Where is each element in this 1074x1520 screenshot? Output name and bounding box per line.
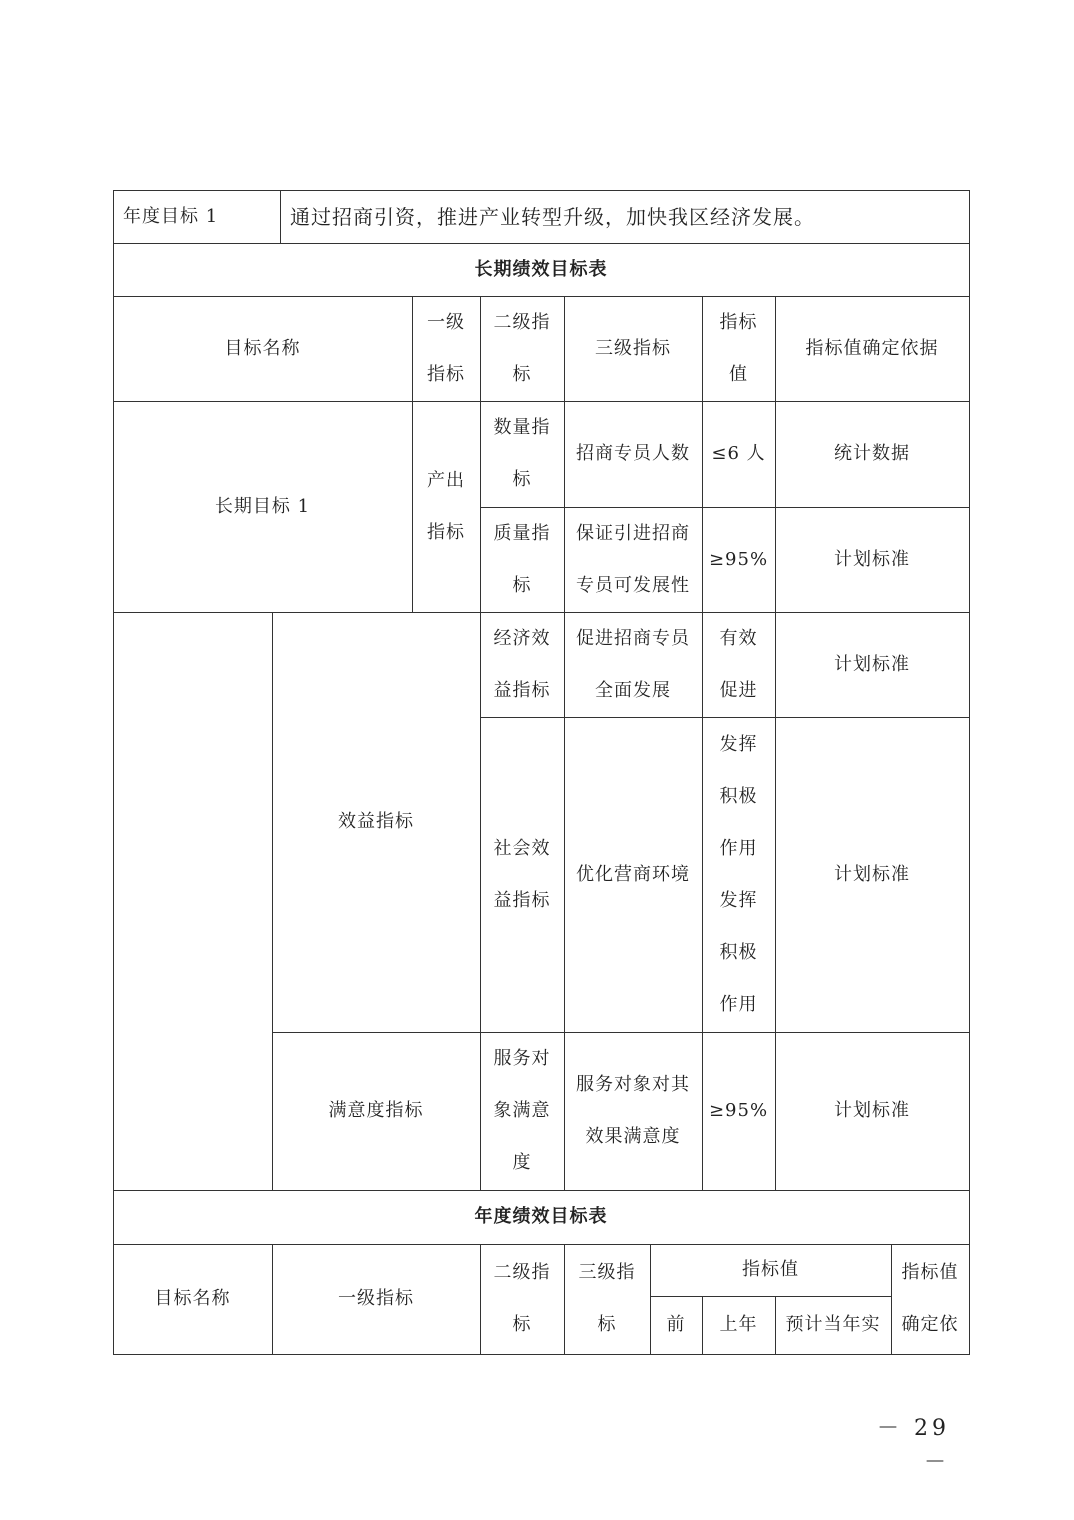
- table-row-value: 发挥 积极 作用 发挥 积极 作用: [719, 733, 758, 1015]
- col-divider: [480, 296, 481, 1190]
- table-row-basis: 计划标准: [834, 548, 910, 570]
- row-divider: [113, 1244, 970, 1245]
- row-divider: [113, 243, 970, 244]
- table-row-level3: 保证引进招商 专员可发展性: [576, 522, 690, 596]
- benefit-level1: 效益指标: [338, 811, 414, 832]
- col-divider: [564, 296, 565, 1190]
- annual-header-value: 指标值: [742, 1259, 799, 1280]
- col-divider: [650, 1244, 651, 1354]
- row-divider: [480, 507, 970, 508]
- annual-header-level2: 二级指 标: [493, 1262, 551, 1335]
- annual-header-last-year: 上年: [719, 1314, 758, 1335]
- table-border: [113, 190, 114, 1355]
- table-border: [113, 190, 970, 191]
- header-level2: 二级指 标: [493, 311, 551, 385]
- table-row-level2: 数量指 标: [493, 417, 551, 490]
- table-row-value: ≥95%: [708, 1100, 769, 1121]
- table-row-level3: 服务对象对其 效果满意度: [576, 1074, 690, 1147]
- col-divider: [480, 1244, 481, 1354]
- annual-table-title: 年度绩效目标表: [474, 1206, 608, 1227]
- col-divider: [280, 190, 281, 243]
- row-divider: [113, 296, 970, 297]
- page-number: － 29 －: [877, 1416, 950, 1475]
- row-divider: [650, 1296, 891, 1297]
- table-row-level2: 服务对 象满意 度: [493, 1048, 551, 1173]
- table-border: [113, 1354, 970, 1355]
- table-row-value: 有效 促进: [719, 627, 758, 701]
- annual-header-prev: 前: [666, 1314, 686, 1335]
- header-level1: 一级 指标: [427, 311, 465, 385]
- table-row-level3: 优化营商环境: [576, 863, 690, 885]
- annual-header-expected: 预计当年实: [785, 1314, 881, 1335]
- header-basis: 指标值确定依据: [805, 337, 939, 359]
- col-divider: [775, 296, 776, 1190]
- annual-header-level3: 三级指 标: [578, 1262, 636, 1335]
- header-target-name: 目标名称: [224, 337, 301, 359]
- table-row-level3: 招商专员人数: [576, 443, 690, 464]
- annual-goal-label: 年度目标 1: [123, 205, 219, 227]
- table-row-value: ≥95%: [708, 548, 769, 570]
- output-level1: 产出 指标: [427, 469, 465, 543]
- row-divider: [113, 1190, 970, 1191]
- col-divider: [564, 1244, 565, 1354]
- table-row-value: ≤6 人: [711, 443, 766, 464]
- satisfaction-level1: 满意度指标: [328, 1100, 424, 1121]
- table-row-basis: 计划标准: [834, 653, 910, 675]
- col-divider: [412, 296, 413, 612]
- annual-goal-text: 通过招商引资，推进产业转型升级，加快我区经济发展。: [290, 204, 815, 229]
- col-divider: [775, 1296, 776, 1354]
- long-term-goal-name: 长期目标 1: [214, 495, 311, 517]
- annual-header-level1: 一级指标: [338, 1288, 414, 1309]
- row-divider: [480, 717, 970, 718]
- row-divider: [113, 612, 970, 613]
- table-row-basis: 计划标准: [834, 863, 910, 885]
- annual-header-target-name: 目标名称: [154, 1288, 231, 1309]
- header-level3: 三级指标: [595, 337, 671, 359]
- col-divider: [891, 1244, 892, 1354]
- header-value: 指标 值: [719, 311, 758, 385]
- table-row-basis: 计划标准: [834, 1100, 910, 1121]
- col-divider: [702, 296, 703, 1190]
- col-divider: [272, 612, 273, 1190]
- table-row-level2: 经济效 益指标: [493, 627, 551, 701]
- table-row-level2: 质量指 标: [493, 522, 551, 596]
- col-divider: [702, 1296, 703, 1354]
- table-row-level3: 促进招商专员 全面发展: [576, 627, 690, 701]
- row-divider: [272, 1032, 970, 1033]
- long-term-table-title: 长期绩效目标表: [474, 258, 608, 280]
- annual-header-basis: 指标值 确定依: [901, 1262, 959, 1335]
- row-divider: [113, 401, 970, 402]
- col-divider: [272, 1244, 273, 1354]
- table-row-basis: 统计数据: [834, 443, 910, 464]
- table-border: [969, 190, 970, 1355]
- table-row-level2: 社会效 益指标: [493, 837, 551, 911]
